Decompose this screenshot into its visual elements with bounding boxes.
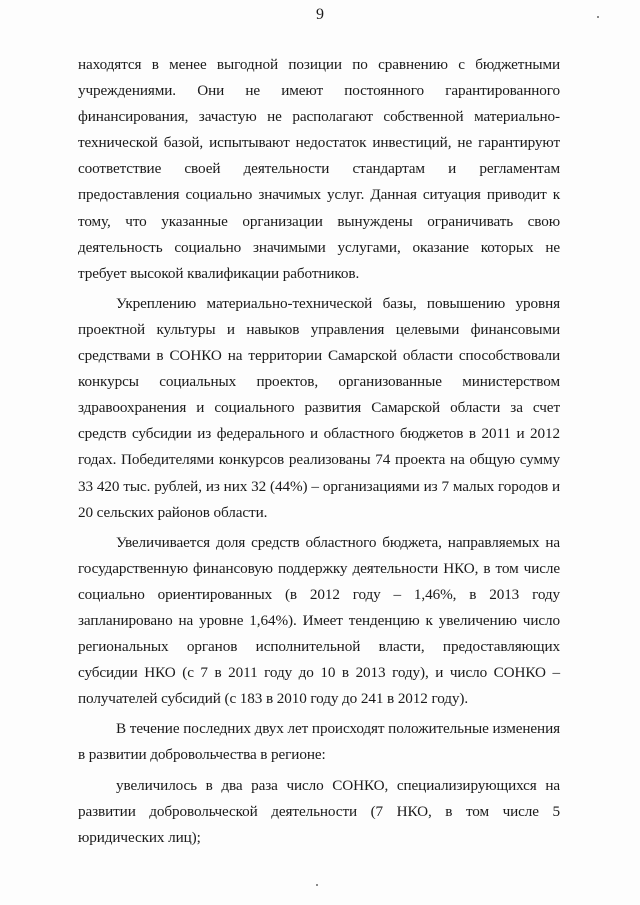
scan-speck	[316, 884, 318, 886]
paragraph-5: увеличилось в два раза число СОНКО, специализирующихся на развитии добровольческой деятельности (7 НКО, в том числе 5 юридических лиц);	[78, 776, 560, 846]
page-number: 9	[316, 6, 324, 23]
paragraph-3: Увеличивается доля средств областного бюджета, направляемых на государственную финансовую поддержку деятельности НКО, в том числе социально ориентированных (в 2012 году – 1,46%, в 2013 году запланировано на уровне 1,64%). Имеет тенденцию к увеличению число региональных органов исполнительной власти, предоставляющих субсидии НКО (с 7 в 2011 году до 10 в 2013 году), и число СОНКО – получателей субсидий (с 183 в 2010 году до 241 в 2012 году).	[78, 533, 560, 708]
paragraph-1: находятся в менее выгодной позиции по сравнению с бюджетными учреждениями. Они не имеют постоянного гарантированного финансирования, зачастую не располагают собственной материально-технической базой, испытывают недостаток инвестиций, не гарантируют соответствие своей деятельности стандартам и регламентам предоставления социально значимых услуг. Данная ситуация приводит к тому, что указанные организации вынуждены ограничивать свою деятельность социально значимыми услугами, оказание которых не требует высокой квалификации работников.	[78, 56, 560, 282]
scan-speck	[597, 16, 599, 18]
document-body	[78, 52, 560, 851]
paragraph-2: Укреплению материально-технической базы, повышению уровня проектной культуры и навыков управления целевыми финансовыми средствами в СОНКО на территории Самарской области способствовали конкурсы социальных проектов, организованные министерством здравоохранения и социального развития Самарской области за счет средств субсидии из федерального и областного бюджетов в 2011 и 2012 годах. Победителями конкурсов реализованы 74 проекта на общую сумму 33 420 тыс. рублей, из них 32 (44%) – организациями из 7 малых городов и 20 сельских районов области.	[78, 294, 560, 521]
paragraph-4: В течение последних двух лет происходят положительные изменения в развитии добровольчества в регионе:	[78, 720, 560, 764]
